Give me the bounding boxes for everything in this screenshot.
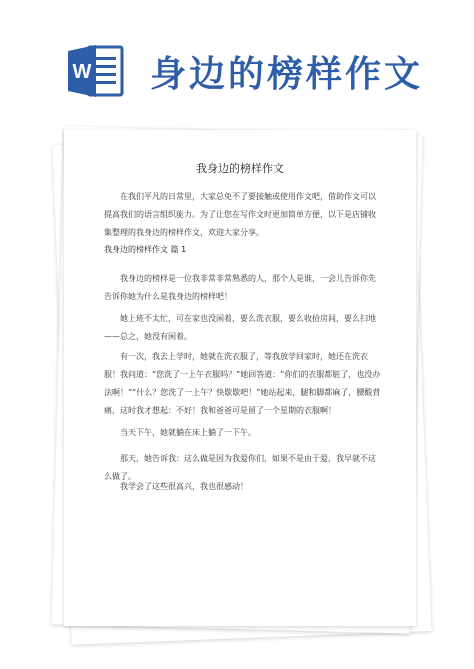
body-paragraph: 有一次，我去上学时，她就在洗衣服了，等我放学回家时，她还在洗衣服！我问道：“您洗了一上午衣服吗？”她回答道：“你们的衣服都脏了，也没办法啊！”“什么？您洗了一上午？快歇歇吧！”她站起来，腿和脚都麻了，腰酸背痛，这时我才想起：不好！我和爸爸可是留了一个星期的衣服啊！ xyxy=(104,352,381,415)
document-page xyxy=(64,130,416,626)
body-paragraph: 她上班不太忙，可在家也没闲着，要么洗衣服，要么收拾房间，要么扫地——总之，她没有闲着。 xyxy=(104,314,376,341)
word-document-icon xyxy=(66,41,126,101)
intro-paragraph: 在我们平凡的日常里，大家总免不了要接触或使用作文吧，借助作文可以提高我们的语言组织能力。为了让您在写作文时更加简单方便，以下是店铺收集整理的我身边的榜样作文，欢迎大家分享。 xyxy=(104,192,376,237)
banner-title: 身边的榜样作文 xyxy=(150,54,424,95)
body-paragraph: 当天下午，她就躺在床上躺了一下午。 xyxy=(120,428,256,437)
document-title: 我身边的榜样作文 xyxy=(196,162,284,175)
body-paragraph: 我身边的榜样是一位我非常非常熟悉的人，那个人是谁，一会儿告诉你先告诉你她为什么是我身边的榜样吧！ xyxy=(104,274,376,301)
body-paragraph: 我学会了这些很高兴，我也很感动！ xyxy=(120,482,248,491)
body-paragraph: 那天，她告诉我：这么做是因为我爱你们，如果不是由于爱，我早就不这么做了。 xyxy=(104,454,376,481)
section-heading: 我身边的榜样作文 篇 1 xyxy=(104,245,187,254)
header-banner xyxy=(0,0,474,120)
svg-text:W: W xyxy=(72,61,92,83)
